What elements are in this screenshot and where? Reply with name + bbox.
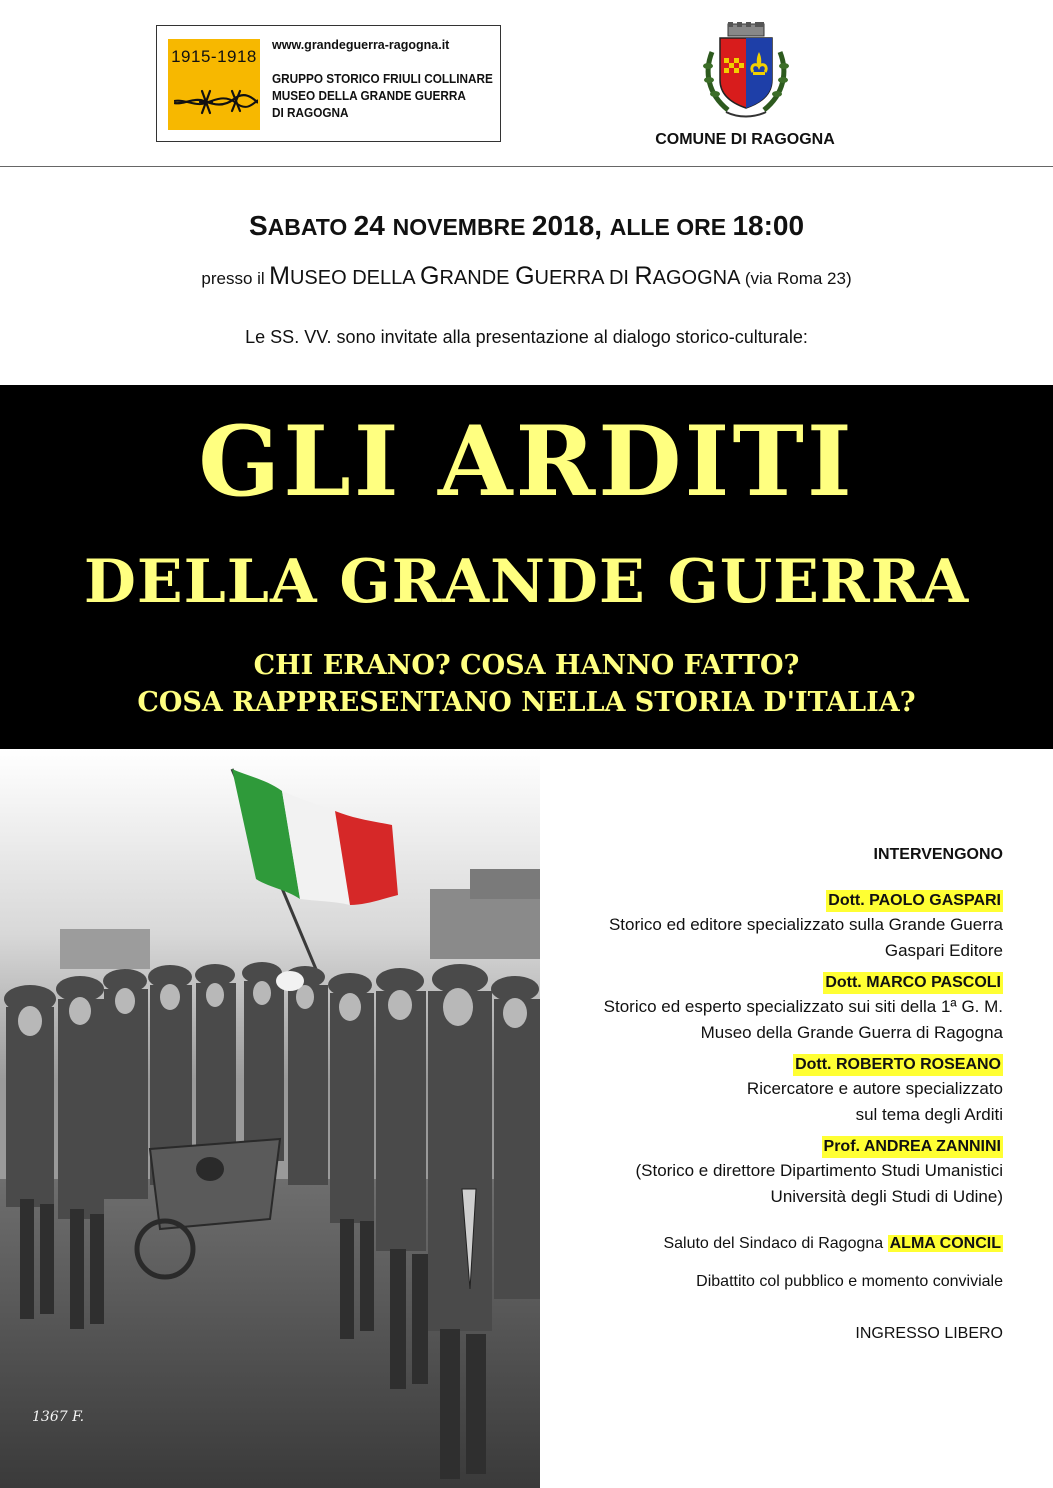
venue-address: (via Roma 23) — [744, 269, 852, 288]
free-entry-note: INGRESSO LIBERO — [855, 1325, 1003, 1342]
speaker-item — [483, 1136, 1003, 1210]
museum-logo — [156, 25, 501, 142]
date-part: 18:00 — [732, 210, 805, 241]
barbed-wire-icon — [174, 83, 258, 117]
event-date — [0, 210, 1053, 242]
speakers-panel — [483, 843, 1003, 1346]
date-part: ABATO — [267, 214, 354, 240]
mayor-greeting — [483, 1232, 1003, 1256]
speaker-item — [483, 1054, 1003, 1128]
photo-caption: 1367 F. — [32, 1409, 85, 1425]
header-divider — [0, 166, 1053, 167]
speaker-role: Ricercatore e autore specializzato — [746, 1079, 1003, 1098]
main-title: GLI ARDITI — [198, 405, 855, 518]
venue-name — [269, 262, 740, 290]
speaker-item — [483, 890, 1003, 964]
subtitle — [0, 647, 1053, 721]
date-part: ALLE ORE — [609, 214, 733, 240]
coat-of-arms-icon — [698, 22, 794, 122]
subtitle-line-1: CHI ERANO? COSA HANNO FATTO? — [253, 650, 800, 681]
speaker-affiliation: Università degli Studi di Udine) — [770, 1187, 1003, 1206]
speaker-item — [483, 972, 1003, 1046]
logo-url: www.grandeguerra-ragogna.it — [272, 38, 450, 52]
historic-photo — [0, 749, 540, 1488]
speaker-role: Storico ed editore specializzato sulla Grande Guerra — [608, 915, 1003, 934]
main-title-line-2: DELLA GRANDE GUERRA — [83, 547, 970, 617]
venue-part: RANDE — [439, 267, 516, 289]
comune-label: COMUNE DI RAGOGNA — [655, 131, 835, 148]
speaker-affiliation: sul tema degli Arditi — [855, 1105, 1003, 1124]
event-venue — [0, 262, 1053, 291]
logo-yellow-panel — [168, 39, 260, 130]
debate-note: Dibattito col pubblico e momento conviviale — [696, 1273, 1003, 1290]
speaker-role: Storico ed esperto specializzato sui siti della 1ª G. M. — [603, 997, 1003, 1016]
greeting-text: Saluto del Sindaco di Ragogna — [663, 1235, 884, 1252]
venue-part: G — [515, 262, 535, 290]
venue-part: UERRA DI — [534, 267, 635, 289]
logo-line-1: GRUPPO STORICO FRIULI COLLINARE — [272, 71, 493, 86]
subtitle-line-2: COSA RAPPRESENTANO NELLA STORIA D'ITALIA? — [137, 687, 916, 718]
speaker-name: Dott. ROBERTO ROSEANO — [793, 1054, 1003, 1076]
venue-part: AGOGNA — [652, 267, 741, 289]
speakers-heading: INTERVENGONO — [873, 846, 1003, 863]
date-part: NOVEMBRE — [392, 214, 532, 240]
mayor-name: ALMA CONCIL — [889, 1235, 1001, 1252]
logo-years: 1915-1918 — [171, 47, 257, 66]
speaker-name: Dott. MARCO PASCOLI — [823, 972, 1003, 994]
date-part: 24 — [353, 210, 393, 241]
logo-org-name — [272, 70, 512, 121]
speaker-affiliation: Gaspari Editore — [884, 941, 1003, 960]
speaker-name: Dott. PAOLO GASPARI — [826, 890, 1003, 912]
logo-line-2: MUSEO DELLA GRANDE GUERRA — [272, 88, 466, 103]
speaker-role: (Storico e direttore Dipartimento Studi Umanistici — [635, 1161, 1003, 1180]
speaker-name: Prof. ANDREA ZANNINI — [822, 1136, 1003, 1158]
invite-text: Le SS. VV. sono invitate alla presentazione al dialogo storico-culturale: — [245, 327, 808, 347]
venue-part: R — [634, 262, 653, 290]
speaker-affiliation: Museo della Grande Guerra di Ragogna — [700, 1023, 1003, 1042]
venue-part: USEO DELLA — [289, 267, 421, 289]
date-part: 2018, — [531, 210, 610, 241]
venue-prefix: presso il — [201, 269, 265, 288]
venue-part: G — [420, 262, 440, 290]
title-banner — [0, 385, 1053, 749]
logo-line-3: DI RAGOGNA — [272, 105, 349, 120]
date-part: S — [248, 210, 268, 241]
soldiers-with-flag-illustration — [0, 749, 540, 1488]
venue-part: M — [269, 262, 290, 290]
